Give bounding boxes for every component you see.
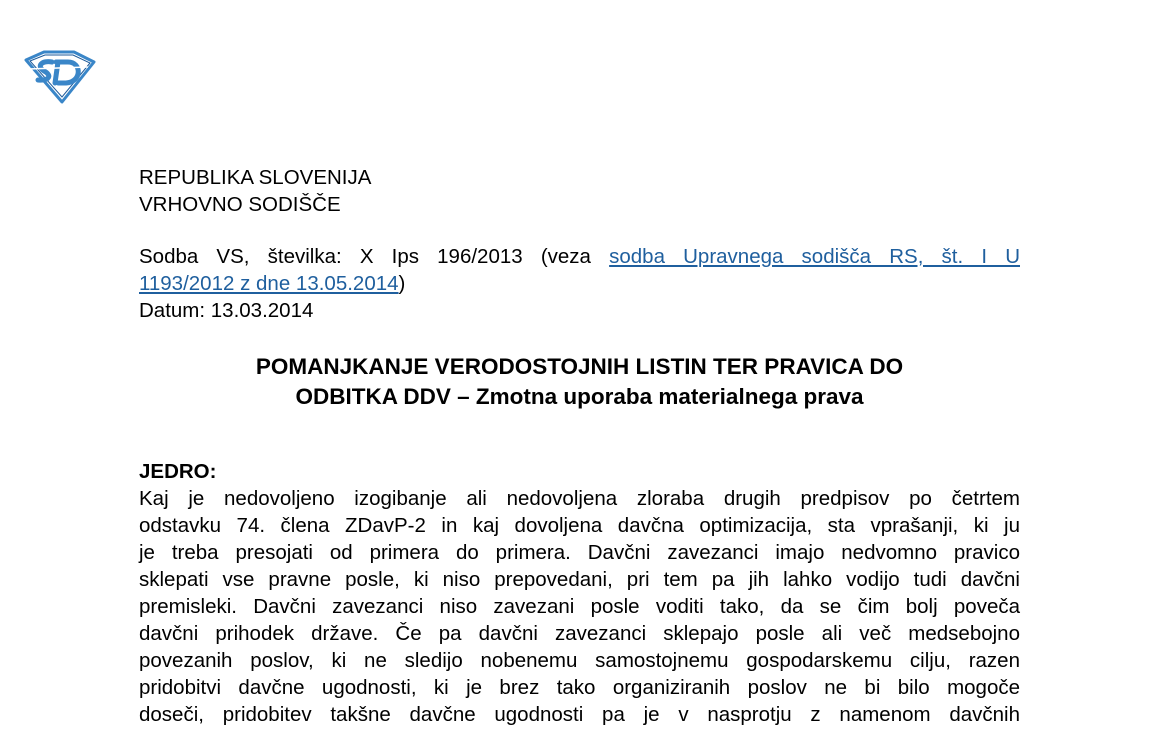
title-line-1: POMANJKANJE VERODOSTOJNIH LISTIN TER PRAVICA DO [255, 354, 904, 379]
core-line: odstavku 74. člena ZDavP-2 in kaj dovoljena davčna optimizacija, sta vprašanji, ki ju [139, 514, 1020, 537]
ruling-reference-cont [139, 270, 1020, 297]
lower-court-ruling-link-cont[interactable]: 1193/2012 z dne 13.05.2014 [139, 272, 399, 295]
ruling-date: Datum: 13.03.2014 [139, 299, 314, 322]
core-paragraph [139, 485, 1020, 728]
core-line: sklepati vse pravne posle, ki niso prepovedani, pri tem pa jih lahko vodijo tudi davčni [139, 568, 1020, 591]
lower-court-ruling-link[interactable]: sodba Upravnega sodišča RS, št. I U [609, 245, 1020, 268]
core-line: povezanih poslov, ki ne sledijo nobenemu samostojnemu gospodarskemu cilju, razen [139, 649, 1020, 672]
core-line: Kaj je nedovoljeno izogibanje ali nedovoljena zloraba drugih predpisov po četrtem [139, 487, 1020, 510]
ruling-reference [139, 243, 1020, 270]
core-line: doseči, pridobitev takšne davčne ugodnosti pa je v nasprotju z namenom davčnih [139, 703, 1020, 726]
ruling-prefix: Sodba VS, številka: X Ips 196/2013 (veza [139, 245, 610, 268]
court-heading: VRHOVNO SODIŠČE [139, 193, 341, 216]
core-line: pridobitvi davčne ugodnosti, ki je brez tako organiziranih poslov ne bi bilo mogoče [139, 676, 1020, 699]
core-line: premisleki. Davčni zavezanci niso zavezani posle voditi tako, da se čim bolj poveča [139, 595, 1020, 618]
document-body [139, 164, 1020, 728]
ruling-suffix: ) [398, 272, 406, 295]
document-title [139, 352, 1020, 412]
court-logo-icon [22, 50, 96, 104]
title-line-2: ODBITKA DDV – Zmotna uporaba materialnega prava [295, 384, 864, 409]
republic-heading: REPUBLIKA SLOVENIJA [139, 166, 372, 189]
core-line: davčni prihodek države. Če pa davčni zavezanci sklepajo posle ali več medsebojno [139, 622, 1020, 645]
core-heading: JEDRO: [139, 460, 217, 483]
core-line: je treba presojati od primera do primera. Davčni zavezanci imajo nedvomno pravico [139, 541, 1020, 564]
